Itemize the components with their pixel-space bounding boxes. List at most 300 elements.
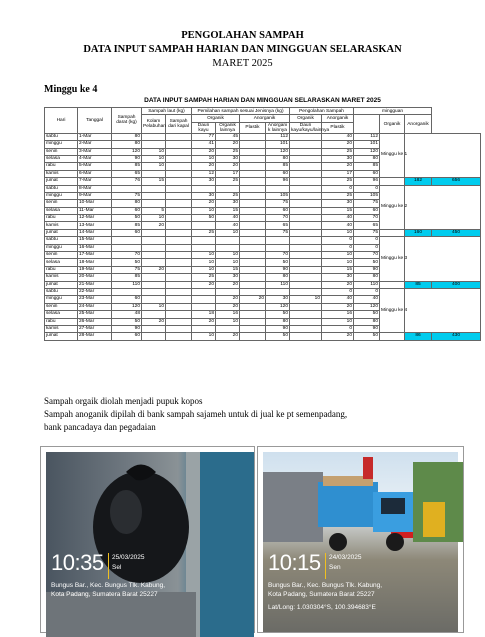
table-cell bbox=[240, 303, 266, 310]
table-cell bbox=[166, 303, 192, 310]
table-cell: 96 bbox=[354, 178, 380, 185]
table-cell: 18-Mar bbox=[78, 259, 112, 266]
table-cell bbox=[166, 200, 192, 207]
table-cell: 80 bbox=[112, 200, 142, 207]
table-cell: 80 bbox=[112, 141, 142, 148]
table-cell: kamis bbox=[45, 325, 78, 332]
table-cell: 40 bbox=[322, 215, 354, 222]
table-cell bbox=[112, 185, 142, 192]
doc-period: MARET 2025 bbox=[212, 58, 273, 69]
table-cell bbox=[290, 281, 322, 288]
table-cell bbox=[192, 244, 216, 251]
table-cell bbox=[166, 237, 192, 244]
table-cell: 8-Mar bbox=[78, 185, 112, 192]
table-cell bbox=[216, 288, 240, 295]
table-cell: 60 bbox=[112, 333, 142, 340]
th-peng-anorganik: Anorganik bbox=[322, 115, 354, 122]
th-peng-plastik: Plastik bbox=[322, 122, 354, 133]
table-cell bbox=[166, 215, 192, 222]
table-cell bbox=[142, 252, 166, 259]
table-row bbox=[45, 178, 481, 185]
table-cell bbox=[290, 266, 322, 273]
table-cell: 20-Mar bbox=[78, 274, 112, 281]
table-cell bbox=[290, 207, 322, 214]
table-cell: senin bbox=[45, 303, 78, 310]
th-pemilahan: Pemilahan sampah sesuai Jenisnya (kg) bbox=[192, 108, 290, 115]
table-cell bbox=[290, 215, 322, 222]
table-cell bbox=[192, 237, 216, 244]
table-cell bbox=[290, 252, 322, 259]
table-cell: 15 bbox=[216, 266, 240, 273]
table-cell: 75 bbox=[112, 192, 142, 199]
table-cell bbox=[290, 303, 322, 310]
table-cell: 110 bbox=[354, 281, 380, 288]
table-cell: 76 bbox=[112, 178, 142, 185]
table-cell: 90 bbox=[112, 155, 142, 162]
table-cell: 10 bbox=[290, 296, 322, 303]
th-m-organik: Organik bbox=[380, 115, 405, 133]
table-body bbox=[45, 133, 481, 340]
table-cell: 9-Mar bbox=[78, 192, 112, 199]
table-cell bbox=[240, 222, 266, 229]
table-cell bbox=[216, 244, 240, 251]
table-cell bbox=[266, 237, 290, 244]
table-cell bbox=[290, 200, 322, 207]
table-cell bbox=[142, 229, 166, 236]
table-cell bbox=[290, 311, 322, 318]
table-cell: 50 bbox=[112, 259, 142, 266]
week-total-organik: 182 bbox=[405, 178, 432, 185]
table-cell: 26-Mar bbox=[78, 318, 112, 325]
table-cell: 105 bbox=[354, 192, 380, 199]
table-cell bbox=[240, 170, 266, 177]
table-cell: 20 bbox=[322, 281, 354, 288]
table-cell bbox=[290, 133, 322, 140]
table-cell bbox=[142, 311, 166, 318]
table-cell: 120 bbox=[112, 303, 142, 310]
table-cell bbox=[290, 333, 322, 340]
table-cell bbox=[142, 133, 166, 140]
th-sampah-darat: Sampah darat (kg) bbox=[112, 108, 142, 134]
table-cell bbox=[142, 185, 166, 192]
table-cell: 10 bbox=[142, 163, 166, 170]
photo1-addr1: Bungus Bar., Kec. Bungus Tlk. Kabung, bbox=[51, 582, 166, 589]
table-row bbox=[45, 333, 481, 340]
table-cell: 5-Mar bbox=[78, 163, 112, 170]
week-total-anorganik: 430 bbox=[432, 333, 481, 340]
table-cell: 120 bbox=[112, 148, 142, 155]
table-cell: 30 bbox=[322, 200, 354, 207]
table-cell: 25 bbox=[216, 192, 240, 199]
table-cell bbox=[166, 325, 192, 332]
table-cell bbox=[240, 252, 266, 259]
table-cell bbox=[290, 244, 322, 251]
table-cell: 80 bbox=[266, 318, 290, 325]
table-cell: 60 bbox=[266, 170, 290, 177]
table-cell: 60 bbox=[112, 296, 142, 303]
week-total-anorganik: 450 bbox=[432, 229, 481, 236]
table-cell: 65 bbox=[266, 222, 290, 229]
table-cell bbox=[112, 288, 142, 295]
table-cell: 15 bbox=[322, 266, 354, 273]
week-block-label: Minggu ke 4 bbox=[380, 288, 405, 332]
table-cell: minggu bbox=[45, 141, 78, 148]
table-cell: 40 bbox=[322, 222, 354, 229]
table-cell: 80 bbox=[354, 155, 380, 162]
table-cell bbox=[290, 148, 322, 155]
table-cell: 75 bbox=[266, 229, 290, 236]
table-cell bbox=[192, 222, 216, 229]
table-cell: 30 bbox=[216, 274, 240, 281]
table-cell: 0 bbox=[322, 237, 354, 244]
table-cell bbox=[240, 288, 266, 295]
table-cell: 90 bbox=[354, 325, 380, 332]
table-cell bbox=[240, 163, 266, 170]
table-cell: 40 bbox=[354, 296, 380, 303]
table-cell: 20 bbox=[142, 222, 166, 229]
table-cell: 110 bbox=[112, 281, 142, 288]
table-cell: 30 bbox=[192, 178, 216, 185]
table-cell: rabu bbox=[45, 215, 78, 222]
sheet-title: DATA INPUT SAMPAH HARIAN DAN MINGGUAN SELARASKAN MARET 2025 bbox=[144, 97, 381, 104]
table-cell bbox=[240, 155, 266, 162]
table-cell: 60 bbox=[354, 170, 380, 177]
table-cell bbox=[166, 266, 192, 273]
table-cell: 60 bbox=[112, 229, 142, 236]
table-cell bbox=[240, 244, 266, 251]
photo2-addr1: Bungus Bar., Kec. Bungus Tlk. Kabung, bbox=[268, 582, 383, 589]
th-tanggal: Tanggal bbox=[78, 108, 112, 134]
table-cell bbox=[266, 288, 290, 295]
table-cell: 20 bbox=[322, 141, 354, 148]
table-cell: 90 bbox=[354, 266, 380, 273]
table-cell: 50 bbox=[266, 311, 290, 318]
table-cell bbox=[166, 274, 192, 281]
th-anorganik-lainnya: Anorgani k lainnya bbox=[266, 122, 290, 133]
table-cell bbox=[240, 178, 266, 185]
table-cell: 65 bbox=[112, 170, 142, 177]
th-sampah-laut: Sampah laut (kg) bbox=[142, 108, 192, 115]
table-cell: 65 bbox=[354, 222, 380, 229]
table-cell: 90 bbox=[266, 325, 290, 332]
week-block-label: Minggu ke 1 bbox=[380, 133, 405, 177]
table-cell: 101 bbox=[266, 141, 290, 148]
table-cell: 70 bbox=[354, 215, 380, 222]
table-cell: senin bbox=[45, 252, 78, 259]
table-row bbox=[45, 133, 481, 140]
table-cell: 20 bbox=[216, 333, 240, 340]
table-cell: 20 bbox=[192, 148, 216, 155]
table-cell bbox=[142, 274, 166, 281]
table-cell: 20 bbox=[192, 200, 216, 207]
table-cell: selasa bbox=[45, 207, 78, 214]
table-cell: 96 bbox=[266, 178, 290, 185]
table-cell: 60 bbox=[354, 207, 380, 214]
table-cell: kamis bbox=[45, 170, 78, 177]
table-cell: sabtu bbox=[45, 288, 78, 295]
table-cell: 21-Mar bbox=[78, 281, 112, 288]
table-cell: 80 bbox=[354, 274, 380, 281]
table-cell bbox=[192, 303, 216, 310]
week-block-label: Minggu ke 2 bbox=[380, 185, 405, 229]
table-cell: 112 bbox=[354, 133, 380, 140]
table-cell: 16 bbox=[322, 311, 354, 318]
table-cell bbox=[240, 333, 266, 340]
table-cell: 50 bbox=[266, 333, 290, 340]
table-cell: 1-Mar bbox=[78, 133, 112, 140]
table-cell: 10 bbox=[142, 148, 166, 155]
table-cell: rabu bbox=[45, 318, 78, 325]
table-cell bbox=[166, 318, 192, 325]
table-cell: 112 bbox=[266, 133, 290, 140]
table-row bbox=[45, 281, 481, 288]
table-cell: 30 bbox=[192, 192, 216, 199]
table-cell: 40 bbox=[216, 215, 240, 222]
table-cell: 15-Mar bbox=[78, 237, 112, 244]
table-cell: 75 bbox=[112, 266, 142, 273]
table-cell bbox=[142, 244, 166, 251]
table-cell: 13-Mar bbox=[78, 222, 112, 229]
table-cell: 50 bbox=[192, 215, 216, 222]
table-cell bbox=[290, 237, 322, 244]
table-cell: 85 bbox=[112, 222, 142, 229]
th-plastik: Plastik bbox=[240, 122, 266, 133]
table-cell: 75 bbox=[266, 200, 290, 207]
table-cell: 0 bbox=[322, 244, 354, 251]
table-cell: 45 bbox=[216, 133, 240, 140]
table-cell: 90 bbox=[266, 266, 290, 273]
table-cell: 10 bbox=[216, 259, 240, 266]
table-cell: 0 bbox=[354, 237, 380, 244]
table-cell bbox=[166, 192, 192, 199]
week-total-organik: 86 bbox=[405, 333, 432, 340]
table-cell bbox=[166, 141, 192, 148]
table-cell: 20 bbox=[322, 333, 354, 340]
table-cell: 30 bbox=[266, 296, 290, 303]
photo1-time: 10:35 bbox=[51, 550, 104, 575]
table-cell: 25 bbox=[216, 178, 240, 185]
table-cell bbox=[142, 192, 166, 199]
table-cell bbox=[166, 259, 192, 266]
table-cell: 17 bbox=[322, 170, 354, 177]
table-cell: 40 bbox=[322, 133, 354, 140]
th-organik-lainnya: Organik lainnya bbox=[216, 122, 240, 133]
table-cell: 20 bbox=[192, 163, 216, 170]
table-cell: 20 bbox=[142, 318, 166, 325]
table-row bbox=[45, 237, 481, 244]
table-cell: 22-Mar bbox=[78, 288, 112, 295]
table-cell: kamis bbox=[45, 274, 78, 281]
table-cell: 77 bbox=[192, 133, 216, 140]
table-cell: 90 bbox=[112, 325, 142, 332]
table-cell: 10 bbox=[142, 155, 166, 162]
th-hari: Hari bbox=[45, 108, 78, 134]
table-cell: 10-Mar bbox=[78, 200, 112, 207]
table-cell: jumat bbox=[45, 178, 78, 185]
table-cell bbox=[216, 325, 240, 332]
table-cell: 25 bbox=[322, 178, 354, 185]
table-cell bbox=[166, 333, 192, 340]
table-cell: 50 bbox=[354, 311, 380, 318]
table-cell: 23-Mar bbox=[78, 296, 112, 303]
table-cell: 11-Mar bbox=[78, 207, 112, 214]
table-cell bbox=[166, 185, 192, 192]
table-cell: jumat bbox=[45, 229, 78, 236]
table-cell bbox=[240, 192, 266, 199]
table-cell bbox=[240, 141, 266, 148]
table-cell: 14-Mar bbox=[78, 229, 112, 236]
photo1-date: 25/03/2025 bbox=[112, 554, 145, 561]
table-cell bbox=[290, 178, 322, 185]
table-row bbox=[45, 288, 481, 295]
th-organik: Organik bbox=[192, 115, 240, 122]
table-cell: 10 bbox=[192, 155, 216, 162]
photo2-time: 10:15 bbox=[268, 550, 321, 575]
table-cell: 20 bbox=[322, 303, 354, 310]
table-cell: senin bbox=[45, 200, 78, 207]
table-cell bbox=[192, 325, 216, 332]
week-total-anorganik: 656 bbox=[432, 178, 481, 185]
table-cell bbox=[240, 325, 266, 332]
table-cell bbox=[240, 200, 266, 207]
photo1-addr2: Kota Padang, Sumatera Barat 25227 bbox=[51, 591, 158, 598]
table-cell bbox=[240, 281, 266, 288]
table-cell: 0 bbox=[322, 185, 354, 192]
table-cell: kamis bbox=[45, 222, 78, 229]
table-cell: 120 bbox=[266, 303, 290, 310]
table-cell: 20 bbox=[216, 163, 240, 170]
table-cell: 10 bbox=[322, 259, 354, 266]
th-dari-kapal: Sampah dari kapal bbox=[166, 115, 192, 133]
table-cell bbox=[290, 222, 322, 229]
table-cell bbox=[290, 318, 322, 325]
table-cell bbox=[240, 311, 266, 318]
week-label: Minggu ke 4 bbox=[44, 84, 98, 95]
table-cell: 20 bbox=[240, 296, 266, 303]
table-cell: 10 bbox=[322, 229, 354, 236]
table-cell bbox=[240, 229, 266, 236]
table-cell bbox=[166, 229, 192, 236]
table-cell: 41 bbox=[192, 141, 216, 148]
table-cell bbox=[166, 163, 192, 170]
table-row bbox=[45, 185, 481, 192]
table-cell: 20 bbox=[192, 318, 216, 325]
doc-title: PENGOLAHAN SAMPAH bbox=[181, 30, 304, 41]
table-cell: 80 bbox=[266, 274, 290, 281]
th-anorganik: Anorganik bbox=[240, 115, 290, 122]
table-cell bbox=[166, 207, 192, 214]
table-cell bbox=[142, 281, 166, 288]
table-cell bbox=[240, 318, 266, 325]
table-cell bbox=[166, 288, 192, 295]
table-cell bbox=[290, 163, 322, 170]
table-cell bbox=[142, 259, 166, 266]
table-cell: 17 bbox=[216, 170, 240, 177]
table-cell: 7-Mar bbox=[78, 178, 112, 185]
table-cell: 10 bbox=[192, 266, 216, 273]
table-cell bbox=[166, 222, 192, 229]
table-cell bbox=[290, 325, 322, 332]
table-cell: 25 bbox=[216, 148, 240, 155]
th-peng-organik: Organik bbox=[290, 115, 322, 122]
table-cell: 10 bbox=[142, 215, 166, 222]
table-cell bbox=[266, 244, 290, 251]
table-cell bbox=[166, 170, 192, 177]
table-cell bbox=[112, 244, 142, 251]
table-cell: 70 bbox=[112, 252, 142, 259]
table-cell bbox=[142, 141, 166, 148]
table-cell: sabtu bbox=[45, 185, 78, 192]
table-cell: 70 bbox=[354, 252, 380, 259]
table-cell: 10 bbox=[142, 303, 166, 310]
table-cell: 80 bbox=[354, 318, 380, 325]
table-cell: selasa bbox=[45, 311, 78, 318]
table-cell bbox=[192, 185, 216, 192]
table-cell bbox=[240, 148, 266, 155]
table-cell bbox=[290, 170, 322, 177]
table-cell bbox=[290, 274, 322, 281]
table-cell bbox=[290, 185, 322, 192]
waste-table bbox=[44, 107, 481, 341]
th-kolam: Kolam Pelabuhan bbox=[142, 115, 166, 133]
note-line-1: Sampah orgaik diolah menjadi pupuk kopos bbox=[44, 396, 203, 406]
week-total-organik: 85 bbox=[405, 281, 432, 288]
table-cell bbox=[240, 185, 266, 192]
table-cell: 0 bbox=[354, 244, 380, 251]
table-row bbox=[45, 229, 481, 236]
table-cell: 20 bbox=[216, 296, 240, 303]
table-cell bbox=[216, 237, 240, 244]
table-cell: 10 bbox=[322, 318, 354, 325]
table-cell: 20 bbox=[216, 141, 240, 148]
spreadsheet-image bbox=[44, 95, 481, 355]
table-cell: selasa bbox=[45, 259, 78, 266]
table-cell: 101 bbox=[354, 141, 380, 148]
table-cell bbox=[142, 200, 166, 207]
table-cell: 75 bbox=[354, 200, 380, 207]
table-cell bbox=[192, 288, 216, 295]
photo1-day: Sel bbox=[112, 564, 122, 571]
table-cell: 60 bbox=[112, 207, 142, 214]
table-cell bbox=[166, 148, 192, 155]
table-cell: 15 bbox=[322, 207, 354, 214]
table-cell: 50 bbox=[354, 259, 380, 266]
table-cell: 20 bbox=[192, 281, 216, 288]
table-cell: 10 bbox=[192, 207, 216, 214]
table-cell: 10 bbox=[192, 333, 216, 340]
table-cell: 10 bbox=[192, 252, 216, 259]
trash-bag-illustration bbox=[46, 452, 254, 637]
table-cell bbox=[142, 296, 166, 303]
photo2-latlong: Lat/Long: 1.030304°S, 100.394683°E bbox=[268, 604, 376, 611]
table-cell: 3-Mar bbox=[78, 148, 112, 155]
table-cell: 12 bbox=[192, 170, 216, 177]
table-cell: minggu bbox=[45, 296, 78, 303]
table-cell: 25 bbox=[322, 192, 354, 199]
table-cell: 15 bbox=[216, 207, 240, 214]
table-cell: 70 bbox=[266, 252, 290, 259]
table-cell: 75 bbox=[354, 229, 380, 236]
table-cell: 4-Mar bbox=[78, 155, 112, 162]
table-cell bbox=[290, 192, 322, 199]
table-cell: 10 bbox=[216, 229, 240, 236]
photo2-date: 24/03/2025 bbox=[329, 554, 362, 561]
table-cell: 50 bbox=[112, 318, 142, 325]
table-cell: 0 bbox=[354, 288, 380, 295]
table-cell: 12-Mar bbox=[78, 215, 112, 222]
table-cell: 25 bbox=[192, 229, 216, 236]
table-cell: sabtu bbox=[45, 237, 78, 244]
